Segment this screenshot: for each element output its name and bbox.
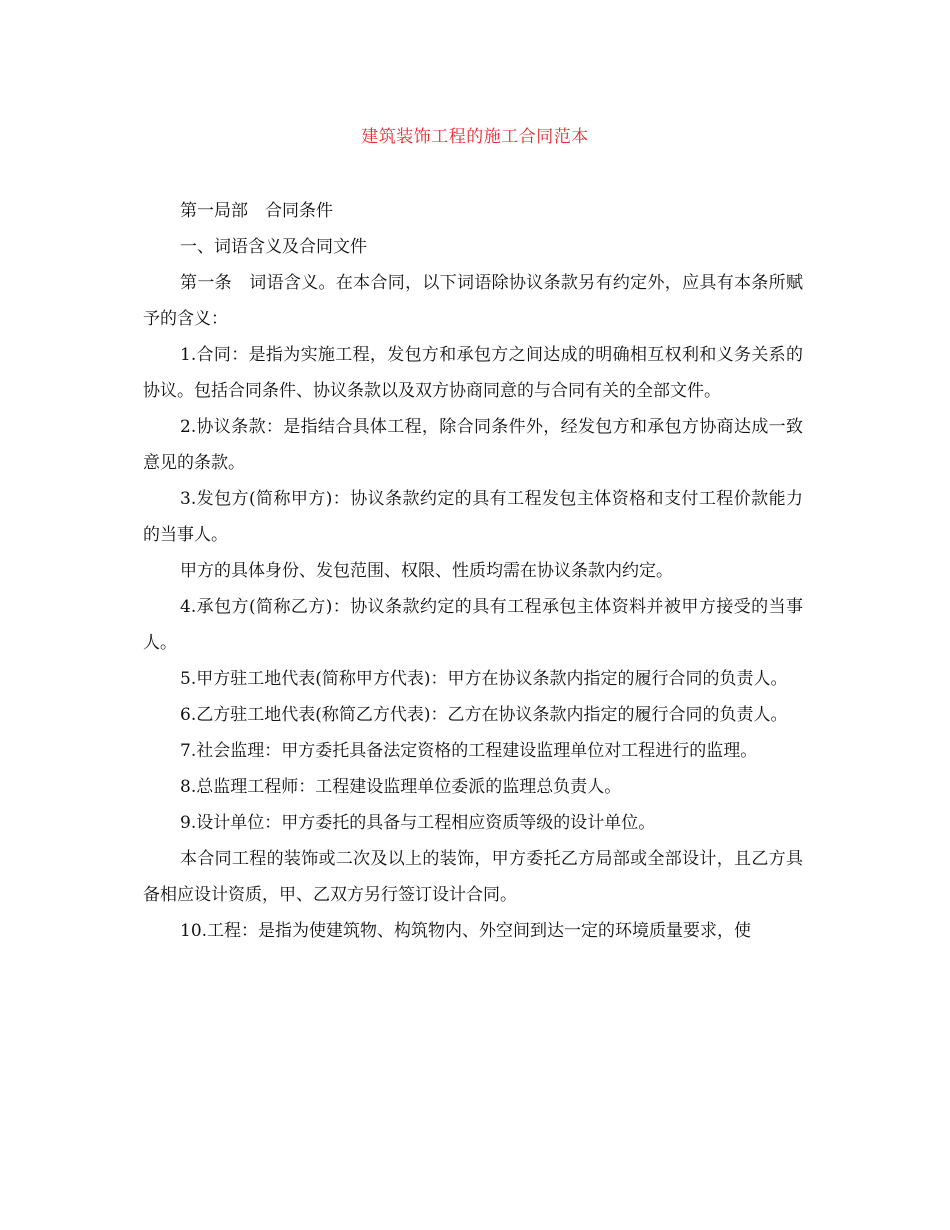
definition-design-unit: 9.设计单位：甲方委托的具备与工程相应资质等级的设计单位。 — [180, 813, 656, 833]
article-1-paragraph: 第一条 词语含义。在本合同，以下词语除协议条款另有约定外，应具有本条所赋予的含义： — [143, 273, 803, 329]
design-unit-note: 本合同工程的装饰或二次及以上的装饰，甲方委托乙方局部或全部设计，且乙方具备相应设计资质，甲、乙双方另行签订设计合同。 — [143, 849, 803, 905]
subsection-heading: 一、词语含义及合同文件 — [180, 237, 367, 257]
definition-party-b-representative: 6.乙方驻工地代表(称简乙方代表)：乙方在协议条款内指定的履行合同的负责人。 — [180, 705, 788, 725]
definition-contract: 1.合同：是指为实施工程，发包方和承包方之间达成的明确相互权利和义务关系的协议。包括合同条件、协议条款以及双方协商同意的与合同有关的全部文件。 — [143, 345, 803, 401]
definition-project: 10.工程：是指为使建筑物、构筑物内、外空间到达一定的环境质量要求，使 — [180, 921, 752, 941]
definition-party-a: 3.发包方(简称甲方)：协议条款约定的具有工程发包主体资格和支付工程价款能力的当事人。 — [143, 489, 803, 545]
definition-party-b: 4.承包方(简称乙方)：协议条款约定的具有工程承包主体资料并被甲方接受的当事人。 — [143, 597, 803, 653]
party-a-note: 甲方的具体身份、发包范围、权限、性质均需在协议条款内约定。 — [180, 561, 673, 581]
document-title: 建筑装饰工程的施工合同范本 — [361, 127, 589, 147]
definition-supervision: 7.社会监理：甲方委托具备法定资格的工程建设监理单位对工程进行的监理。 — [180, 741, 758, 761]
section-heading: 第一局部 合同条件 — [180, 201, 333, 221]
document-body — [143, 193, 803, 949]
definition-party-a-representative: 5.甲方驻工地代表(简称甲方代表)：甲方在协议条款内指定的履行合同的负责人。 — [180, 669, 788, 689]
definition-agreement-terms: 2.协议条款：是指结合具体工程，除合同条件外，经发包方和承包方协商达成一致意见的条款。 — [143, 417, 803, 473]
definition-chief-supervisor: 8.总监理工程师：工程建设监理单位委派的监理总负责人。 — [180, 777, 622, 797]
